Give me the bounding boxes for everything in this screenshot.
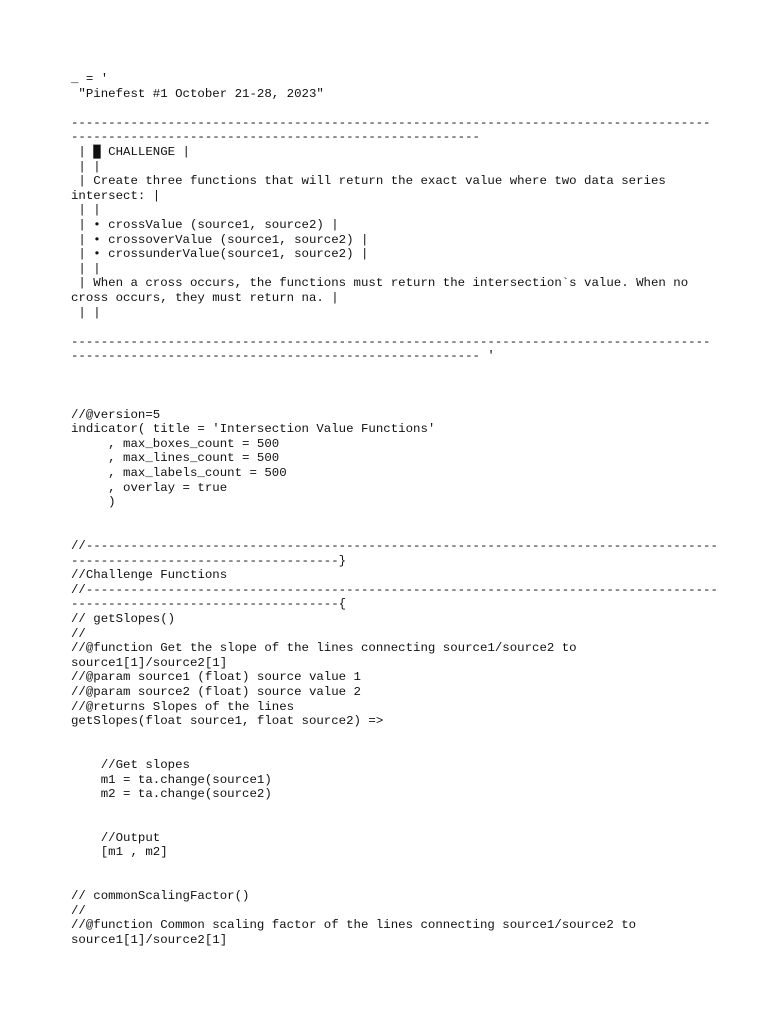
text-line: //@version=5 (71, 407, 161, 422)
text-line: | | (71, 261, 101, 276)
text-line: | █ CHALLENGE | (71, 144, 190, 159)
blank-line (71, 101, 701, 116)
blank-line (71, 816, 701, 831)
text-line: | • crossunderValue(source1, source2) | (71, 247, 369, 262)
blank-line (71, 524, 701, 539)
text-line: //@function Common scaling factor of the lines connecting source1/source2 to (71, 918, 637, 933)
text-line: | | (71, 203, 101, 218)
blank-line (71, 860, 701, 875)
text-line: | When a cross occurs, the functions must return the intersection`s value. When no (71, 276, 689, 291)
text-line: | | (71, 305, 101, 320)
blank-line (71, 729, 701, 744)
text-line: //Output (71, 830, 161, 845)
text-line: //------------------------------------------------------------------------------------- (71, 582, 718, 597)
blank-line (71, 743, 701, 758)
text-line: -------------------------------------------------------------------------------------- (71, 115, 711, 130)
text-line: //@function Get the slope of the lines connecting source1/source2 to (71, 641, 577, 656)
text-line: //@param source2 (float) source value 2 (71, 684, 361, 699)
blank-line (71, 875, 701, 890)
blank-line (71, 802, 701, 817)
text-line: getSlopes(float source1, float source2) => (71, 714, 384, 729)
text-line: , max_lines_count = 500 (71, 451, 280, 466)
text-line: _ = ' (71, 72, 109, 86)
text-line: intersect: | (71, 188, 161, 203)
text-line: m1 = ta.change(source1) (71, 772, 272, 787)
blank-line (71, 364, 701, 379)
text-line: | | (71, 159, 101, 174)
text-line: , max_labels_count = 500 (71, 466, 287, 481)
text-line: //Get slopes (71, 757, 190, 772)
text-line: ------------------------------------------------------- (71, 130, 480, 145)
text-line: // commonScalingFactor() (71, 889, 250, 904)
text-line: , max_boxes_count = 500 (71, 436, 280, 451)
text-line: source1[1]/source2[1] (71, 933, 228, 948)
text-line: [m1 , m2] (71, 845, 168, 860)
text-line: "Pinefest #1 October 21-28, 2023" (71, 86, 324, 101)
text-line: //@param source1 (float) source value 1 (71, 670, 361, 685)
text-line: | Create three functions that will return the exact value where two data series (71, 174, 666, 189)
text-line: ------------------------------------} (71, 553, 347, 568)
text-line: // (71, 903, 86, 918)
text-line: //------------------------------------------------------------------------------------- (71, 539, 718, 553)
text-line: cross occurs, they must return na. | (71, 290, 339, 305)
text-line: // (71, 626, 86, 641)
text-line: , overlay = true (71, 480, 228, 495)
text-line: | • crossValue (source1, source2) | (71, 217, 339, 232)
blank-line (71, 510, 701, 525)
blank-line (71, 378, 701, 393)
text-line: -------------------------------------------------------------------------------------- (71, 334, 711, 349)
blank-line (71, 393, 701, 408)
text-line: // getSlopes() (71, 611, 176, 626)
text-line: | • crossoverValue (source1, source2) | (71, 232, 369, 247)
text-line: ) (71, 495, 116, 510)
text-line: //@returns Slopes of the lines (71, 699, 295, 714)
document-page (71, 72, 718, 948)
text-line: indicator( title = 'Intersection Value Functions' (71, 422, 436, 437)
text-line: m2 = ta.change(source2) (71, 787, 272, 802)
text-line: source1[1]/source2[1] (71, 655, 228, 670)
blank-line (71, 320, 701, 335)
text-line: //Challenge Functions (71, 568, 228, 583)
text-line: ------------------------------------{ (71, 597, 347, 612)
text-line: ------------------------------------------------------- ' (71, 349, 495, 364)
